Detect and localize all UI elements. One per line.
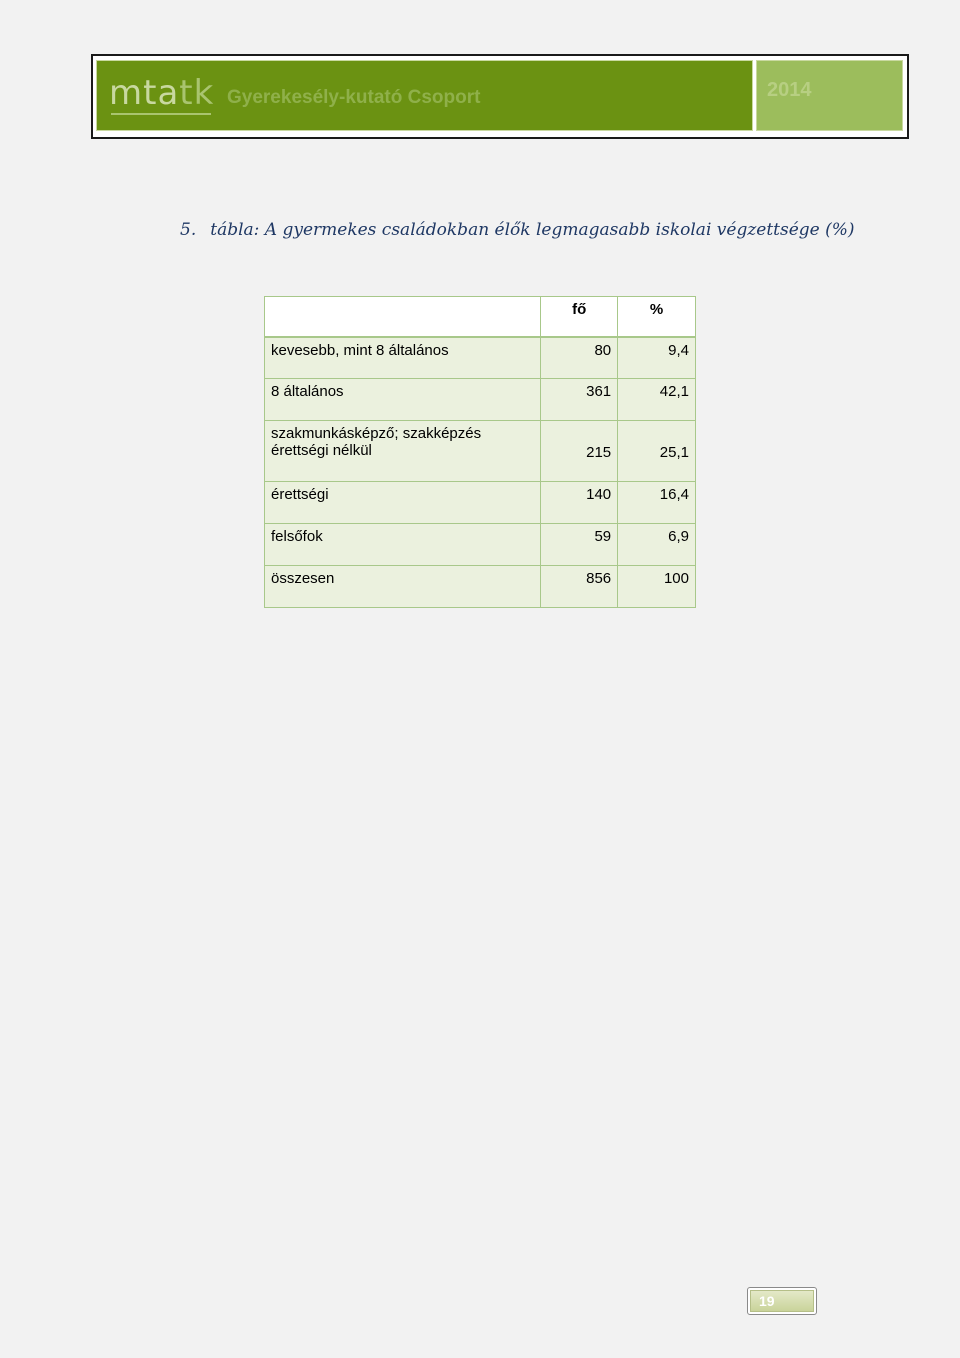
table-row	[265, 524, 696, 566]
header-main-panel	[96, 60, 753, 131]
row-count: 215	[541, 421, 618, 482]
caption-number: 5.	[180, 220, 197, 240]
caption-text: tábla: A gyermekes családokban élők legmagasabb iskolai végzettsége (%)	[210, 220, 855, 240]
table-row	[265, 379, 696, 421]
row-count: 80	[541, 337, 618, 379]
header-percent: %	[618, 297, 696, 337]
row-percent: 6,9	[618, 524, 696, 566]
education-table	[264, 296, 696, 608]
header-year: 2014	[767, 79, 812, 101]
header-banner	[91, 54, 909, 139]
row-percent: 9,4	[618, 337, 696, 379]
row-label: összesen	[265, 566, 541, 608]
logo-tk: tk	[179, 73, 215, 113]
group-name: Gyerekesély-kutató Csoport	[227, 87, 481, 108]
mtatk-logo	[109, 69, 214, 117]
row-percent: 16,4	[618, 482, 696, 524]
header-blank-cell	[265, 297, 541, 337]
row-label: felsőfok	[265, 524, 541, 566]
table-row-total	[265, 566, 696, 608]
row-count: 856	[541, 566, 618, 608]
table-row	[265, 337, 696, 379]
table-row	[265, 482, 696, 524]
row-label: 8 általános	[265, 379, 541, 421]
row-percent: 25,1	[618, 421, 696, 482]
header-count: fő	[541, 297, 618, 337]
row-count: 140	[541, 482, 618, 524]
row-count: 361	[541, 379, 618, 421]
logo-mta: mta	[109, 73, 180, 113]
row-label: szakmunkásképző; szakképzés érettségi nélkül	[265, 421, 541, 482]
table-header-row	[265, 297, 696, 337]
row-count: 59	[541, 524, 618, 566]
logo-underline	[111, 113, 211, 115]
row-percent: 42,1	[618, 379, 696, 421]
row-label: érettségi	[265, 482, 541, 524]
row-label: kevesebb, mint 8 általános	[265, 337, 541, 379]
row-percent: 100	[618, 566, 696, 608]
page-number: 19	[750, 1290, 814, 1312]
table-caption	[180, 220, 855, 240]
header-side-panel	[756, 60, 903, 131]
table-row	[265, 421, 696, 482]
page-number-box	[747, 1287, 817, 1315]
